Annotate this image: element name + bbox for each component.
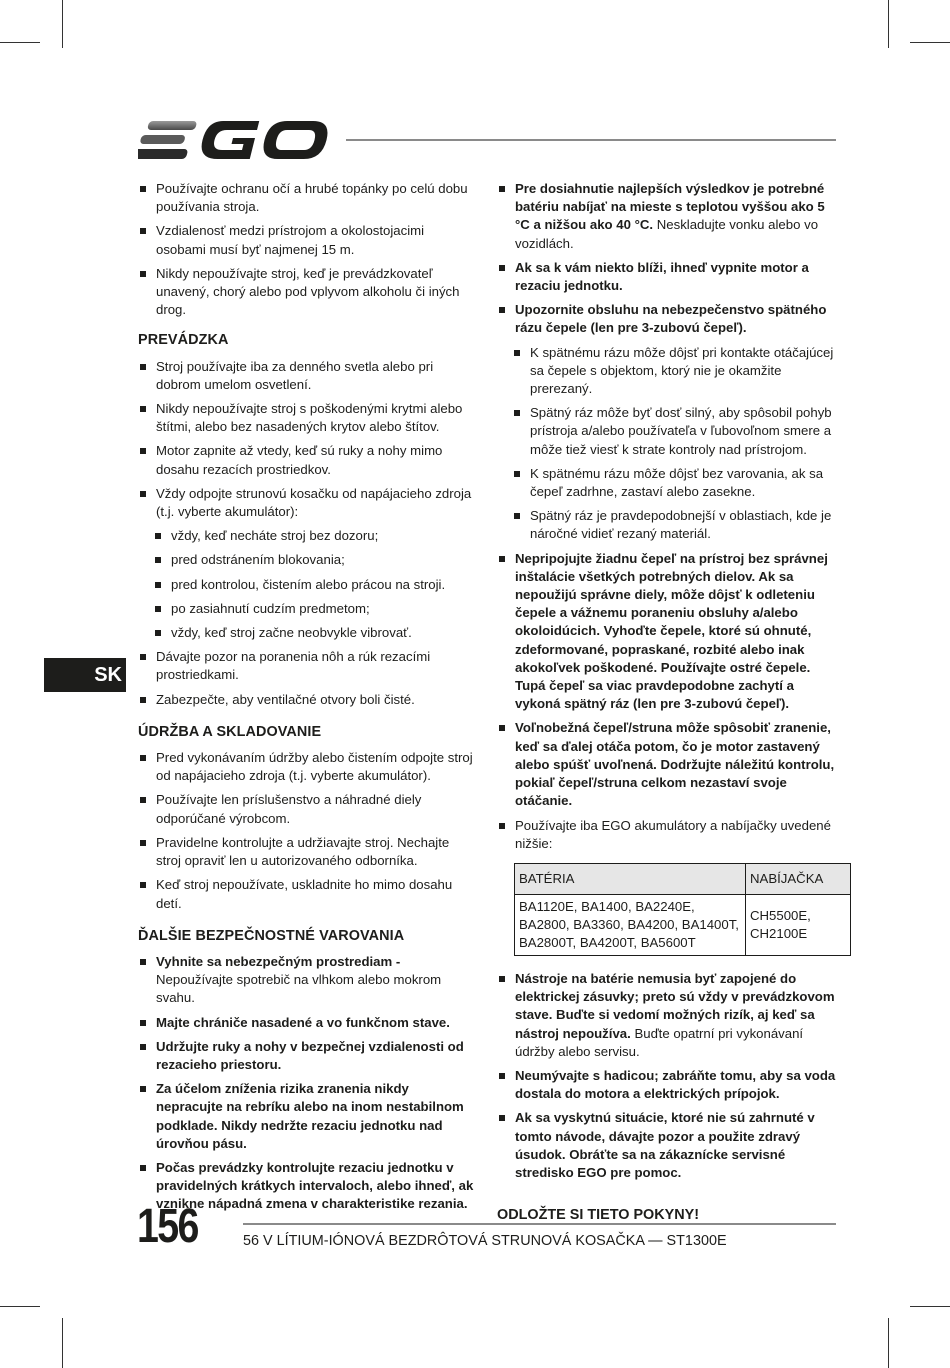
crop-mark	[0, 42, 40, 43]
bold-text: Vyhnite sa nebezpečným prostrediam -	[156, 953, 401, 969]
sub-list-item: Spätný ráz je pravdepodobnejší v oblastiach, kde je náročné vidieť rezaný materiál.	[512, 507, 837, 543]
table-row	[515, 894, 851, 955]
table-header-charger: NABÍJAČKA	[746, 863, 851, 894]
ego-logo	[138, 118, 328, 162]
list-item: Používajte len príslušenstvo a náhradné diely odporúčané výrobcom.	[138, 791, 476, 827]
regular-text: Nepoužívajte spotrebič na vlhkom alebo mokrom svahu.	[156, 972, 442, 1006]
list-item: Stroj používajte iba za denného svetla alebo pri dobrom umelom osvetlení.	[138, 358, 476, 394]
table-cell-chargers: CH5500E, CH2100E	[746, 894, 851, 955]
maintenance-list	[138, 749, 476, 913]
list-item: Upozornite obsluhu na nebezpečenstvo spätného rázu čepele (len pre 3-zubovú čepeľ).	[497, 301, 837, 337]
section-heading-warnings: ĎALŠIE BEZPEČNOSTNÉ VAROVANIA	[138, 927, 405, 944]
section-heading-maintenance: ÚDRŽBA A SKLADOVANIE	[138, 723, 322, 740]
footer-rule	[243, 1223, 836, 1225]
sub-list-item: K spätnému rázu môže dôjsť bez varovania, ak sa čepeľ zadrhne, zastaví alebo zasekne.	[512, 465, 837, 501]
language-tab-label: SK	[94, 664, 122, 686]
sub-list-item: K spätnému rázu môže dôjsť pri kontakte otáčajúcej sa čepele s objektom, ktorý nie je okamžite prerezaný.	[512, 344, 837, 399]
crop-mark	[62, 1318, 63, 1368]
list-item: Neumývajte s hadicou; zabráňte tomu, aby sa voda dostala do motora a elektrických prípojok.	[497, 1067, 837, 1103]
warnings-list	[138, 953, 476, 1214]
right-list-c	[497, 970, 837, 1182]
language-tab	[44, 658, 126, 692]
left-column	[138, 180, 476, 1220]
list-item: Pred vykonávaním údržby alebo čistením odpojte stroj od napájacieho zdroja (t.j. vyberte akumulátor).	[138, 749, 476, 785]
page-number: 156	[137, 1200, 198, 1253]
list-item: Motor zapnite až vtedy, keď sú ruky a nohy mimo dosahu rezacích prostriedkov.	[138, 442, 476, 478]
list-item: Dávajte pozor na poranenia nôh a rúk rezacími prostriedkami.	[138, 648, 476, 684]
list-item: Používajte ochranu očí a hrubé topánky po celú dobu používania stroja.	[138, 180, 476, 216]
list-item: Používajte iba EGO akumulátory a nabíjačky uvedené nižšie:	[497, 817, 837, 853]
sub-list-item: po zasiahnutí cudzím predmetom;	[153, 600, 476, 618]
list-item: Nikdy nepoužívajte stroj s poškodenými krytmi alebo štítmi, alebo bez nasadených krytov alebo štítov.	[138, 400, 476, 436]
closing-statement: ODLOŽTE SI TIETO POKYNY!	[497, 1207, 700, 1224]
right-list-b	[497, 550, 837, 853]
crop-mark	[0, 1306, 40, 1307]
operation-list-continued	[138, 648, 476, 709]
list-item: Vzdialenosť medzi prístrojom a okolostojacimi osobami musí byť najmenej 15 m.	[138, 222, 476, 258]
sub-list-item: pred odstránením blokovania;	[153, 551, 476, 569]
list-item: Za účelom zníženia rizika zranenia nikdy nepracujte na rebríku alebo na inom nestabilnom podklade. Nikdy nedržte rezaciu jednotku nad úrovňou pásu.	[138, 1080, 476, 1153]
list-item: Počas prevádzky kontrolujte rezaciu jednotku v pravidelných krátkych intervaloch, alebo ihneď, ak vznikne nápadná zmena v charakteristike rezania.	[138, 1159, 476, 1214]
list-item: Majte chrániče nasadené a vo funkčnom stave.	[138, 1014, 476, 1032]
list-item: Ak sa vyskytnú situácie, ktoré nie sú zahrnuté v tomto návode, dávajte pozor a použite zdravý úsudok. Obráťte sa na zákaznícke servisné stredisko EGO pre pomoc.	[497, 1109, 837, 1182]
crop-mark	[62, 0, 63, 48]
operation-list	[138, 358, 476, 522]
right-column	[497, 180, 837, 1224]
list-item: Nikdy nepoužívajte stroj, keď je prevádzkovateľ unavený, chorý alebo pod vplyvom alkoholu či iných drog.	[138, 265, 476, 320]
crop-mark	[910, 1306, 950, 1307]
intro-list	[138, 180, 476, 319]
crop-mark	[888, 1318, 889, 1368]
crop-mark	[888, 0, 889, 48]
right-list-a	[497, 180, 837, 338]
list-item	[497, 970, 837, 1061]
sub-list-item: Spätný ráz môže byť dosť silný, aby spôsobil pohyb prístroja a/alebo používateľa v ľubovoľnom smere a môže tiež viesť k strate kontroly nad prístrojom.	[512, 404, 837, 459]
list-item: Nepripojujte žiadnu čepeľ na prístroj bez správnej inštalácie všetkých potrebných dielov. Ak sa nepoužijú správne diely, môže dôjsť k odleteniu čepele a vážnemu poraneniu obsluhy a/alebo okoloidúcich. Vyhoďte čepele, ktoré sú ohnuté, zdeformované, popraskané, rozbité alebo inak akokoľvek poškodené. Používajte ostré čepele. Tupá čepeľ sa viac pravdepodobne zachytí a vykoná spätný ráz (len pre 3-zubovú čepeľ).	[497, 550, 837, 714]
bold-text: Nástroje na batérie nemusia byť zapojené do elektrickej zásuvky; preto sú vždy v prevádzkovom stave. Buďte si vedomí možných rizík, aj keď sa nástroj nepoužíva.	[515, 970, 835, 1041]
list-item: Keď stroj nepoužívate, uskladnite ho mimo dosahu detí.	[138, 876, 476, 912]
list-item: Zabezpečte, aby ventilačné otvory boli čisté.	[138, 691, 476, 709]
compatibility-table	[514, 863, 851, 956]
footer-title: 56 V LÍTIUM-IÓNOVÁ BEZDRÔTOVÁ STRUNOVÁ KOSAČKA — ST1300E	[243, 1233, 727, 1249]
table-header-battery: BATÉRIA	[515, 863, 746, 894]
sub-list-item: pred kontrolou, čistením alebo prácou na stroji.	[153, 576, 476, 594]
ego-logo-graphic	[138, 118, 328, 162]
sub-list-item: vždy, keď stroj začne neobvykle vibrovať.	[153, 624, 476, 642]
regular-text: Buďte opatrní pri vykonávaní údržby alebo servisu.	[515, 1025, 804, 1059]
list-item: Voľnobežná čepeľ/struna môže spôsobiť zranenie, keď sa ďalej otáča potom, čo je motor zastavený alebo spúšť uvoľnená. Dodržujte náležitú kontrolu, pokiaľ čepeľ/struna celkom nezastaví svoje otáčanie.	[497, 719, 837, 810]
table-header-row	[515, 863, 851, 894]
table-cell-batteries: BA1120E, BA1400, BA2240E, BA2800, BA3360, BA4200, BA1400T, BA2800T, BA4200T, BA5600T	[515, 894, 746, 955]
list-item: Pravidelne kontrolujte a udržiavajte stroj. Nechajte stroj opraviť len u autorizovaného odborníka.	[138, 834, 476, 870]
header-rule	[346, 139, 836, 141]
kickback-sublist	[512, 344, 837, 544]
crop-mark	[910, 42, 950, 43]
bold-text: Pre dosiahnutie najlepších výsledkov je potrebné batériu nabíjať na mieste s teplotou vyššou ako 5 °C a nižšou ako 40 °C.	[515, 181, 825, 233]
sub-list-item: vždy, keď necháte stroj bez dozoru;	[153, 527, 476, 545]
section-heading-operation: PREVÁDZKA	[138, 332, 229, 349]
list-item	[497, 180, 837, 253]
disconnect-sublist	[153, 527, 476, 642]
regular-text: Neskladujte vonku alebo vo vozidlách.	[515, 217, 819, 251]
list-item: Vždy odpojte strunovú kosačku od napájacieho zdroja (t.j. vyberte akumulátor):	[138, 485, 476, 521]
list-item: Ak sa k vám niekto blíži, ihneď vypnite motor a rezaciu jednotku.	[497, 259, 837, 295]
list-item	[138, 953, 476, 1008]
list-item: Udržujte ruky a nohy v bezpečnej vzdialenosti od rezacieho priestoru.	[138, 1038, 476, 1074]
